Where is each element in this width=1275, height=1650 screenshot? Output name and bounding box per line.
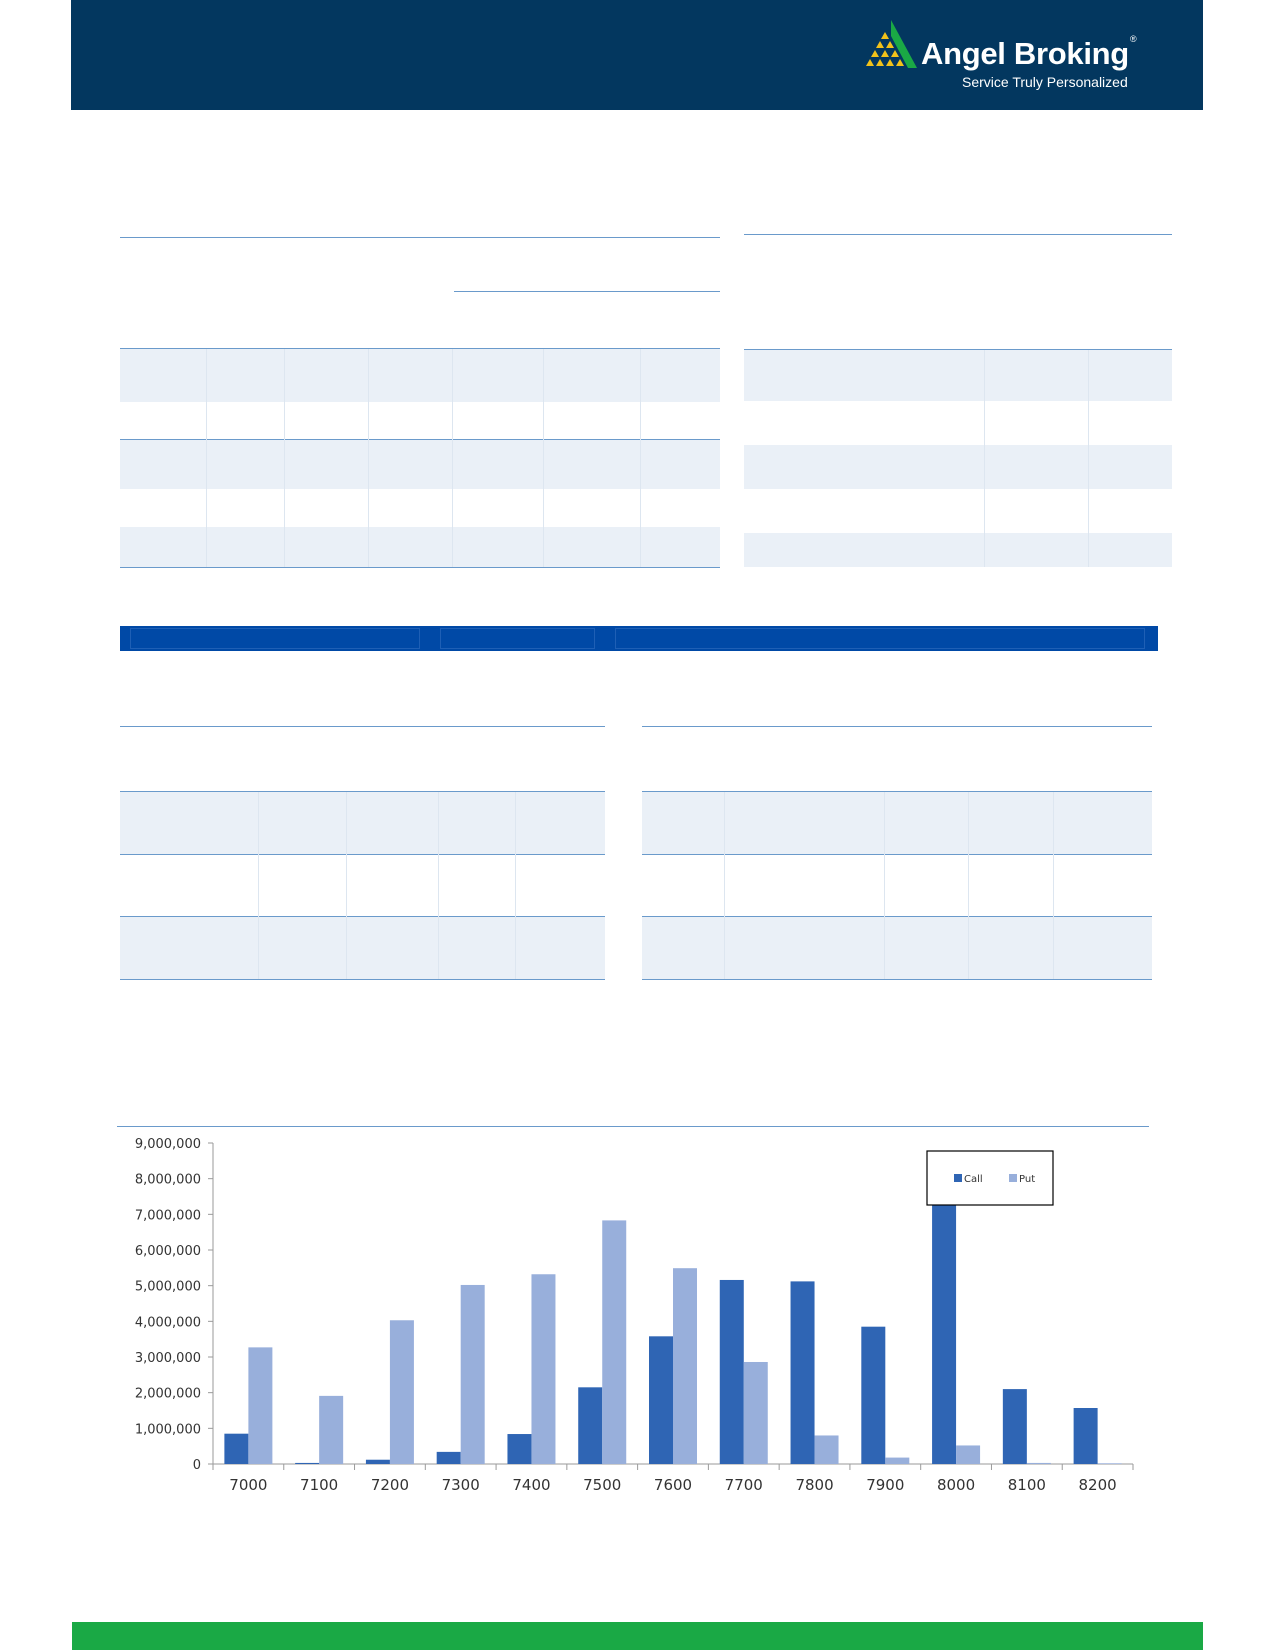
column-divider [452, 349, 453, 567]
bar-put [602, 1220, 626, 1464]
x-tick-label: 8100 [1007, 1476, 1046, 1494]
registered-mark: ® [1129, 34, 1137, 44]
x-tick-label: 7900 [866, 1476, 905, 1494]
column-divider [1053, 792, 1054, 979]
table-rule [120, 726, 605, 727]
bar-call [932, 1202, 956, 1464]
x-tick-label: 7100 [300, 1476, 339, 1494]
y-tick-label: 2,000,000 [134, 1386, 201, 1402]
x-axis [213, 1464, 1133, 1494]
table-rule [120, 854, 605, 855]
table-rule [454, 291, 720, 292]
bar-put [1027, 1463, 1051, 1464]
section-header-bar [120, 626, 1158, 651]
column-divider [284, 349, 285, 567]
bar-series [224, 1202, 1121, 1464]
legend-label: Call [964, 1174, 983, 1185]
table-row [120, 792, 605, 854]
x-tick-label: 7800 [795, 1476, 834, 1494]
x-tick-label: 8200 [1078, 1476, 1117, 1494]
column-divider [368, 349, 369, 567]
y-tick-label: 9,000,000 [134, 1137, 201, 1152]
column-divider [258, 792, 259, 979]
x-tick-label: 7400 [512, 1476, 551, 1494]
column-divider [515, 792, 516, 979]
bar-chart [110, 1132, 1150, 1502]
x-tick-label: 7500 [583, 1476, 622, 1494]
column-divider [1088, 350, 1089, 567]
y-tick-label: 3,000,000 [134, 1351, 201, 1366]
bar-call [507, 1434, 531, 1464]
bar-put [531, 1274, 555, 1464]
chart-title-rule [117, 1126, 1149, 1127]
legend-label: Put [1019, 1174, 1036, 1185]
table-rule [120, 237, 720, 238]
bar-put [744, 1362, 768, 1464]
y-tick-label: 0 [192, 1458, 201, 1473]
column-divider [346, 792, 347, 979]
legend-swatch [1009, 1174, 1017, 1182]
chart-legend [927, 1151, 1053, 1205]
pyramid-triangle-icon [861, 20, 917, 72]
brand-logo [861, 18, 1161, 98]
bar-call [578, 1387, 602, 1464]
bar-call [366, 1460, 390, 1464]
y-tick-label: 5,000,000 [134, 1279, 201, 1295]
bar-call [649, 1336, 673, 1464]
table-rule [642, 726, 1152, 727]
bar-call [295, 1463, 319, 1464]
bar-call [1074, 1408, 1098, 1464]
table-row [120, 527, 720, 567]
x-tick-label: 7300 [441, 1476, 480, 1494]
table-row [744, 445, 1172, 489]
table-row [120, 440, 720, 489]
column-divider [724, 792, 725, 979]
bar-call [720, 1280, 744, 1464]
table-rule [120, 567, 720, 568]
y-tick-label: 4,000,000 [134, 1315, 201, 1331]
page-footer-bar [72, 1622, 1203, 1650]
column-divider [206, 349, 207, 567]
bar-put [461, 1285, 485, 1464]
column-divider [984, 350, 985, 567]
bar-put [673, 1268, 697, 1464]
y-tick-label: 1,000,000 [134, 1422, 201, 1438]
table-rule [642, 854, 1152, 855]
x-tick-label: 7000 [229, 1476, 268, 1494]
column-divider [640, 349, 641, 567]
bar-put [319, 1396, 343, 1464]
page-header [71, 0, 1203, 110]
open-interest-chart [110, 1132, 1150, 1502]
legend-swatch [954, 1174, 962, 1182]
bar-put [390, 1320, 414, 1464]
bar-call [224, 1434, 248, 1464]
bar-call [437, 1452, 461, 1464]
table-rule [642, 979, 1152, 980]
bar-put [956, 1445, 980, 1464]
table-row [120, 917, 605, 979]
x-tick-label: 7700 [724, 1476, 763, 1494]
section-header-cell [130, 628, 420, 649]
bar-put [1098, 1463, 1122, 1464]
bar-put [815, 1435, 839, 1464]
brand-tagline: Service Truly Personalized [962, 74, 1128, 90]
y-tick-label: 8,000,000 [134, 1172, 201, 1188]
y-tick-label: 7,000,000 [134, 1208, 201, 1224]
y-axis [135, 1137, 213, 1473]
brand-name: Angel Broking® [921, 34, 1137, 71]
bar-call [1003, 1389, 1027, 1464]
column-divider [968, 792, 969, 979]
table-row [642, 917, 1152, 979]
bar-call [791, 1281, 815, 1464]
table-rule [120, 979, 605, 980]
section-header-cell [440, 628, 595, 649]
y-tick-label: 6,000,000 [134, 1244, 201, 1259]
bar-put [248, 1347, 272, 1464]
table-row [642, 792, 1152, 854]
x-tick-label: 8000 [936, 1476, 976, 1494]
table-row [120, 349, 720, 402]
x-tick-label: 7600 [653, 1476, 693, 1494]
bar-call [861, 1327, 885, 1464]
table-rule [744, 234, 1172, 235]
column-divider [438, 792, 439, 979]
bar-put [885, 1458, 909, 1464]
table-row [744, 533, 1172, 567]
table-row [744, 350, 1172, 401]
section-header-cell [615, 628, 1145, 649]
column-divider [543, 349, 544, 567]
column-divider [884, 792, 885, 979]
x-tick-label: 7200 [370, 1476, 410, 1494]
